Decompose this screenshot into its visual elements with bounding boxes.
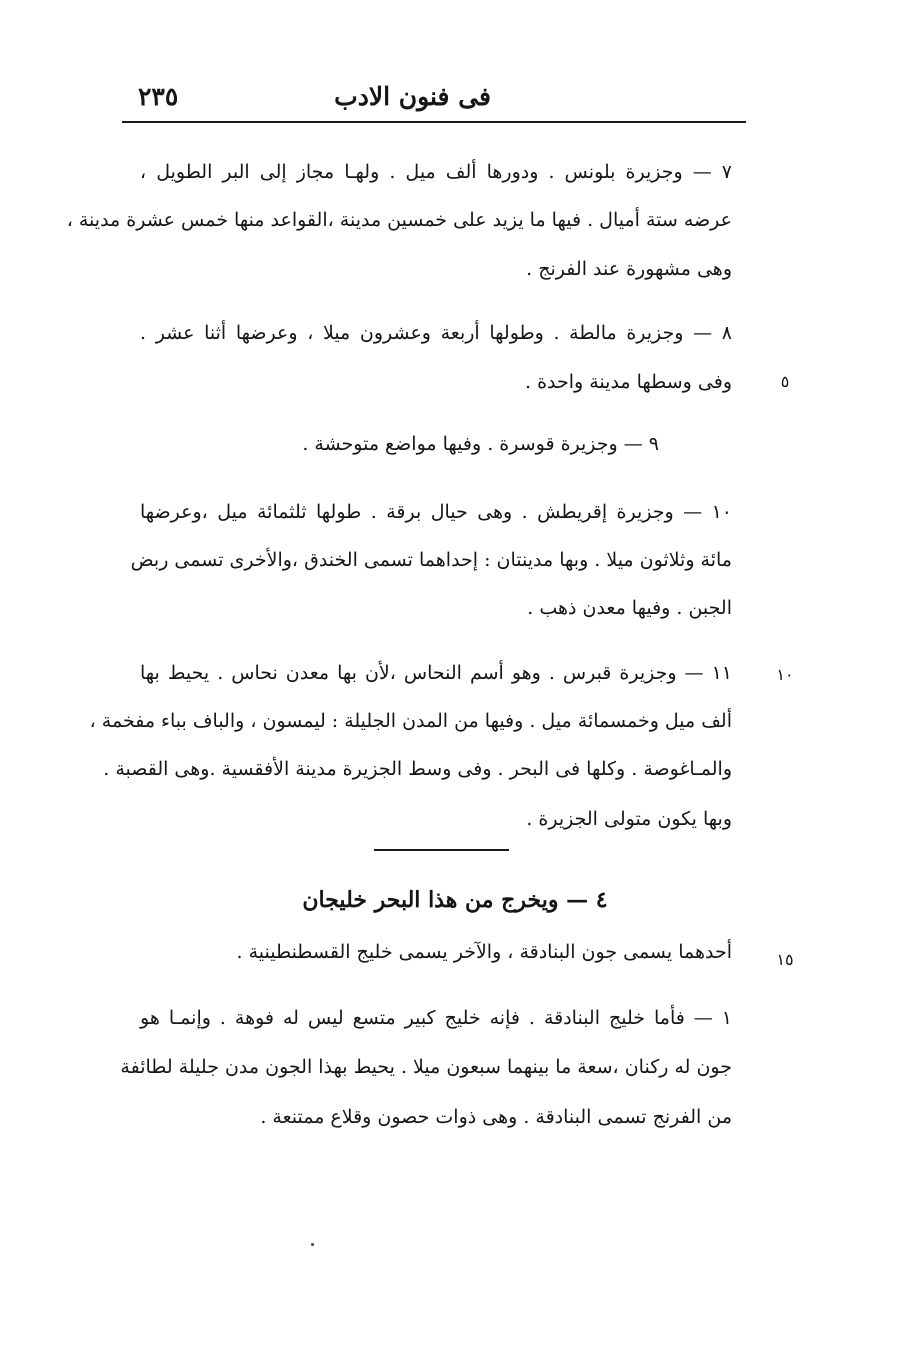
- text-line-1: ٧ — وجزيرة بلونس . ودورها ألف ميل . ولهـا مجاز إلى البر الطويل ،: [140, 161, 732, 183]
- section-divider: [374, 849, 509, 851]
- text-line-15: أحدهما يسمى جون البنادقة ، والآخر يسمى خليج القسطنطينية .: [236, 941, 732, 963]
- running-title: فى فنون الادب: [334, 82, 491, 111]
- print-speck: [311, 1243, 314, 1246]
- text-line-12: والمـاغوصة . وكلها فى البحر . وفى وسط الجزيرة مدينة الأفقسية .وهى القصبة .: [103, 758, 732, 780]
- margin-line-number-5: ٥: [780, 372, 790, 391]
- text-line-9: الجبن . وفيها معدن ذهب .: [527, 597, 732, 619]
- running-header: [122, 78, 746, 122]
- page-number: ٢٣٥: [138, 82, 179, 111]
- text-line-17: جون له ركنان ،سعة ما بينهما سبعون ميلا . يحيط بهذا الجون مدن جليلة لطائفة: [120, 1056, 732, 1078]
- text-line-11: ألف ميل وخمسمائة ميل . وفيها من المدن الجليلة : ليمسون ، والباف بباء مفخمة ،: [89, 710, 732, 732]
- margin-line-number-10: ١٠: [776, 665, 794, 684]
- text-line-5: وفى وسطها مدينة واحدة .: [524, 371, 732, 393]
- text-line-4: ٨ — وجزيرة مالطة . وطولها أربعة وعشرون ميلا ، وعرضها أثنا عشر .: [140, 322, 732, 344]
- section-heading: ٤ — ويخرج من هذا البحر خليجان: [302, 887, 608, 913]
- margin-line-number-15: ١٥: [776, 950, 794, 969]
- text-line-8: مائة وثلاثون ميلا . وبها مدينتان : إحداهما تسمى الخندق ،والأخرى تسمى ربض: [130, 549, 732, 571]
- text-line-2: عرضه ستة أميال . فيها ما يزيد على خمسين مدينة ،القواعد منها خمس عشرة مدينة ،: [66, 209, 732, 231]
- text-line-18: من الفرنج تسمى البنادقة . وهى ذوات حصون وقلاع ممتنعة .: [260, 1106, 732, 1128]
- text-line-3: وهى مشهورة عند الفرنج .: [526, 258, 732, 280]
- text-line-16: ١ — فأما خليج البنادقة . فإنه خليج كبير متسع ليس له فوهة . وإنمـا هو: [140, 1007, 732, 1029]
- text-line-6: ٩ — وجزيرة قوسرة . وفيها مواضع متوحشة .: [302, 433, 659, 455]
- text-line-10: ١١ — وجزيرة قبرس . وهو أسم النحاس ،لأن بها معدن نحاس . يحيط بها: [140, 662, 732, 684]
- text-line-7: ١٠ — وجزيرة إقريطش . وهى حيال برقة . طولها ثلثمائة ميل ،وعرضها: [140, 501, 732, 523]
- text-line-13: وبها يكون متولى الجزيرة .: [526, 808, 732, 830]
- header-rule: [122, 121, 746, 123]
